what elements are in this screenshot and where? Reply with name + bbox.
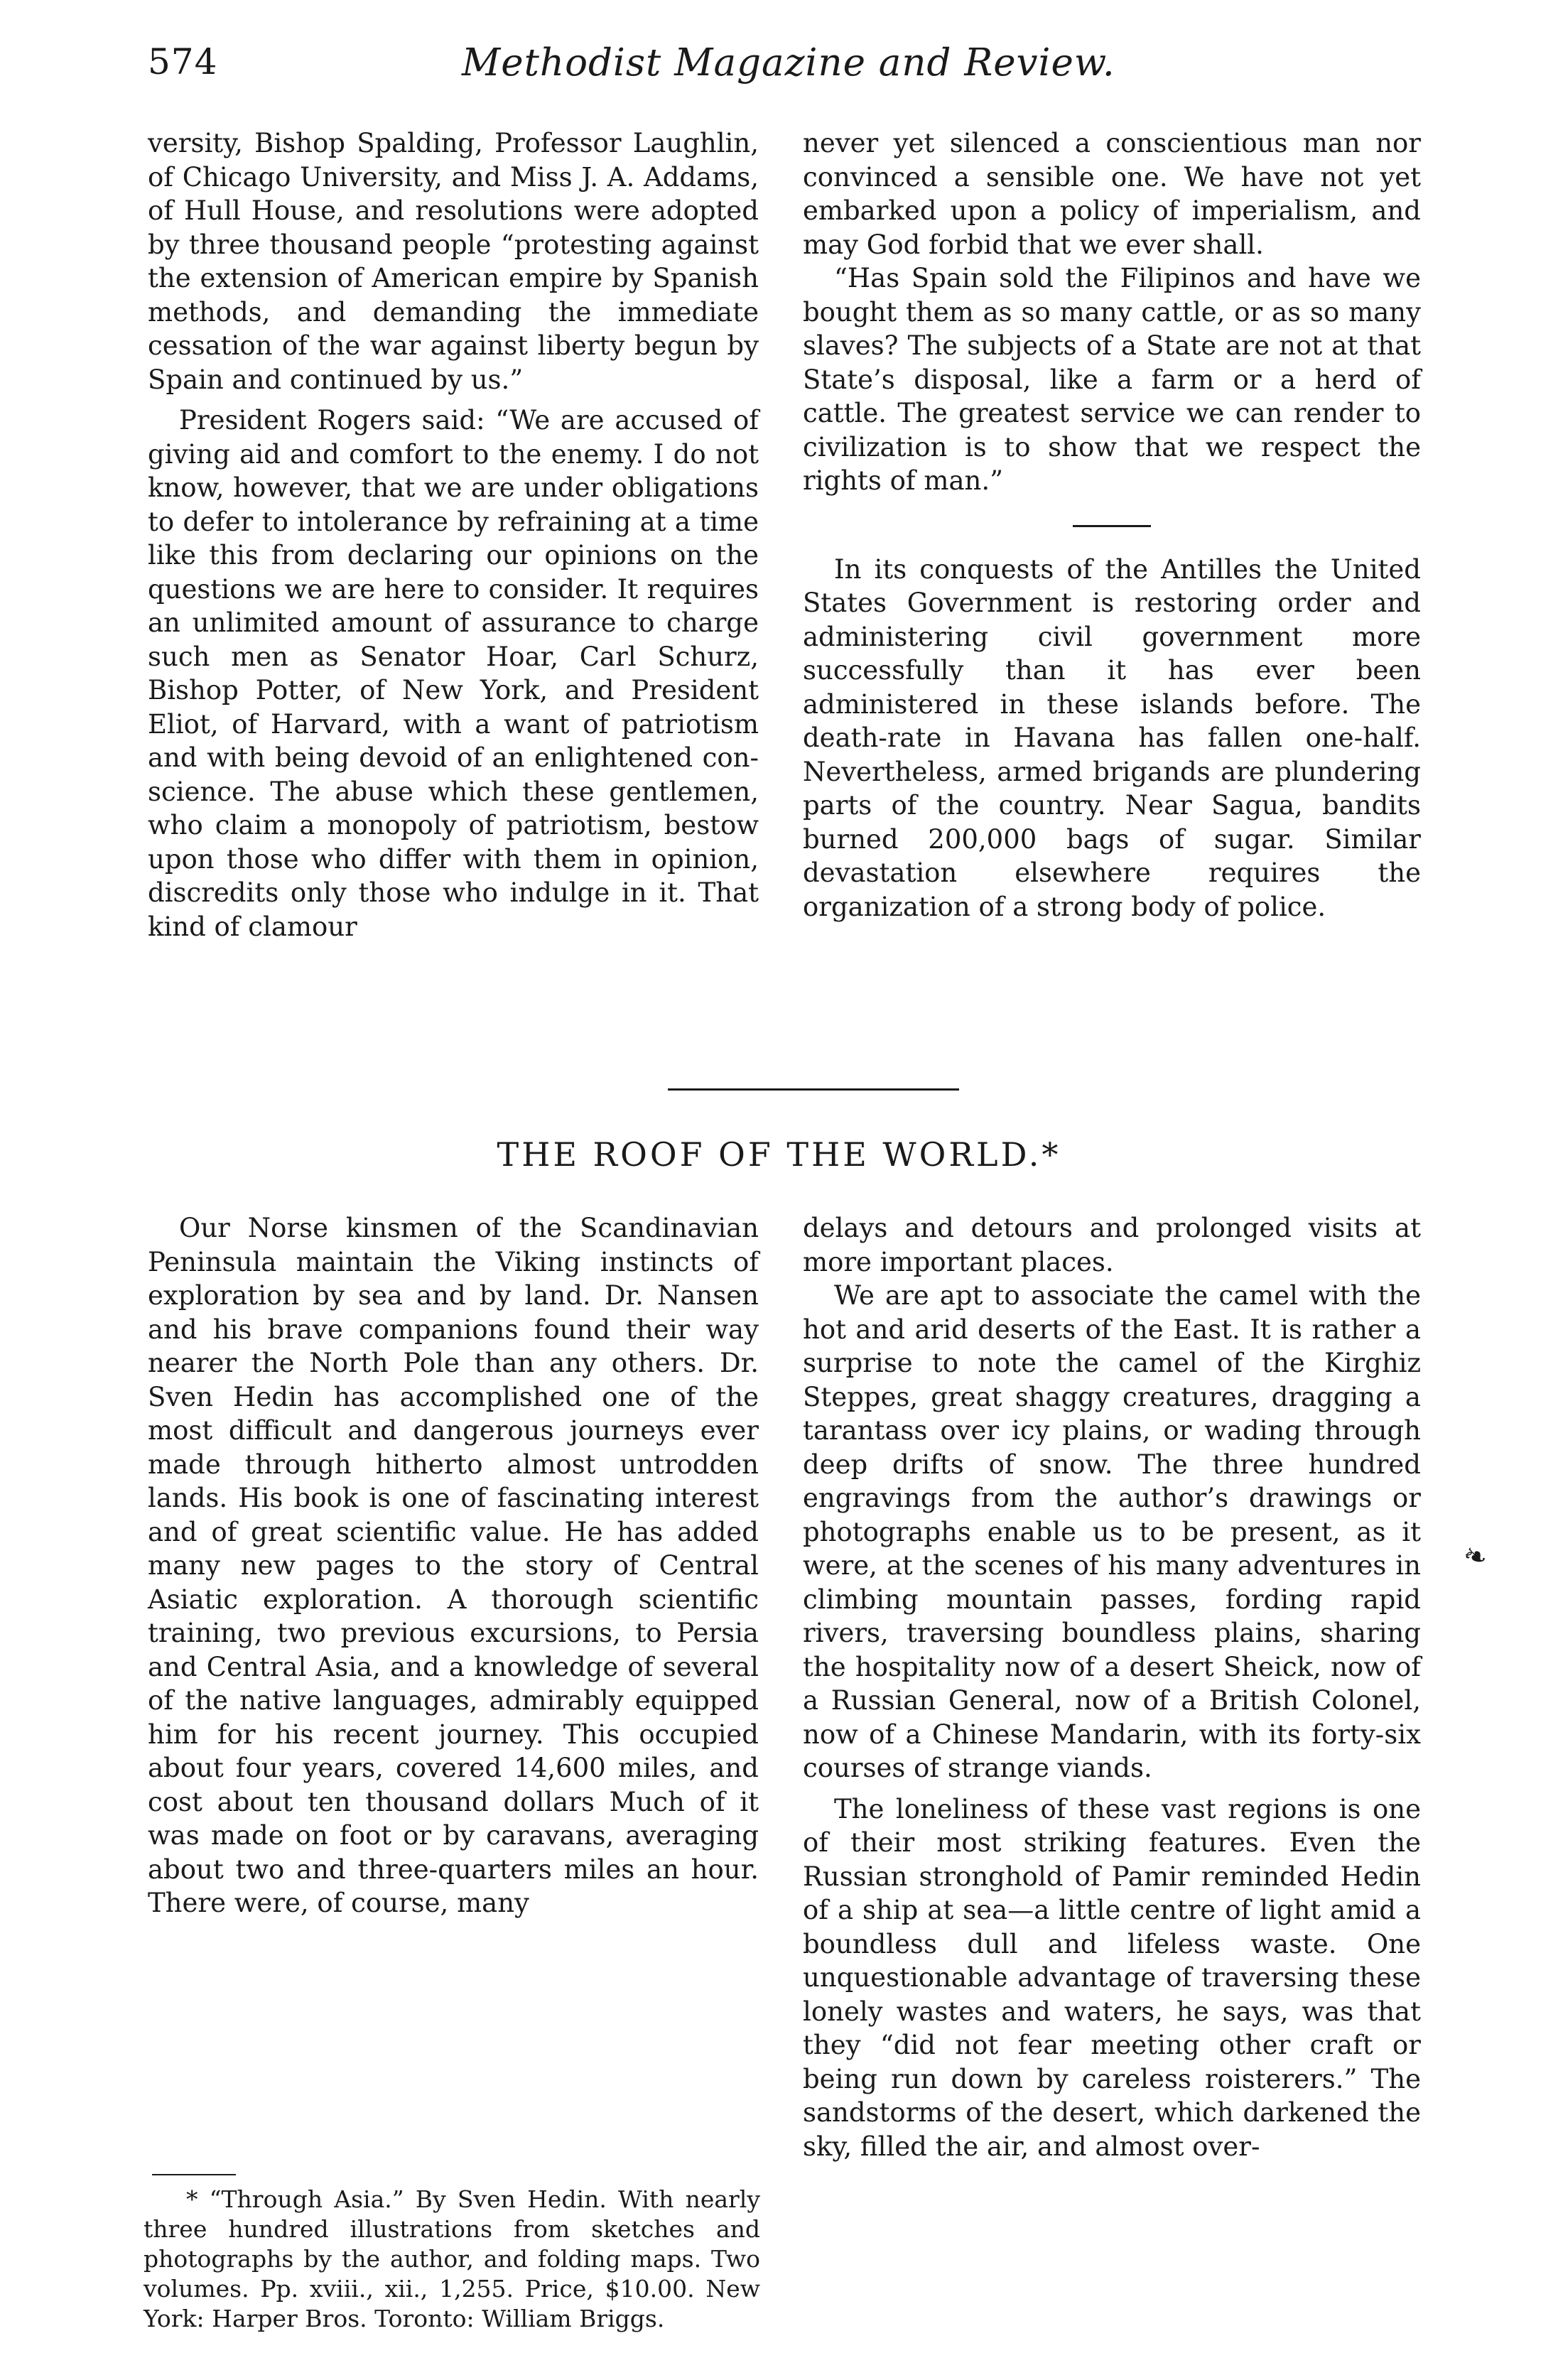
short-rule [1073, 525, 1151, 527]
paragraph: “Has Spain sold the Filipinos and have we bought them as so many cattle, or as so many slaves? The subjects of a State are not at that State’s disposal, like a farm or a herd of cattle. The greatest service we can render to civilization is to show that we respect the rights of man.” [803, 263, 1421, 496]
paragraph: The loneliness of these vast regions is one of their most striking features. Even the Russian stronghold of Pamir reminded Hedin of a ship at sea—a little centre of light amid a boundless dull and lifeless waste. One unquestionable advantage of traversing these lonely wastes and waters, he says, was that they “did not fear meeting other craft or being run down by careless roisterers.” The sandstorms of the desert, which darkened the sky, filled the air, and almost over- [803, 1793, 1421, 2162]
paragraph: In its conquests of the Antilles the United States Government is restoring order and administering civil government more successfully than it has ever been administered in these islands before. The death-rate in Havana has fallen one-half. Nevertheless, armed brigands are plundering parts of the country. Near Sagua, bandits burned 200,000 bags of sugar. Similar devastation elsewhere requires the organization of a strong body of police. [803, 553, 1421, 922]
article-title: THE ROOF OF THE WORLD.* [497, 1135, 1061, 1174]
paragraph: delays and detours and prolonged visits at more important places. [803, 1213, 1421, 1277]
paragraph: We are apt to associate the camel with the hot and arid deserts of the East. It is rather a surprise to note the camel of the Kirghiz Steppes, great shaggy creatures, dragging a tarantass over icy plains, or wading through deep drifts of snow. The three hundred engravings from the author’s drawings or photographs enable us to be present, as it were, at the scenes of his many adventures in climbing mountain passes, fording rapid rivers, traversing boundless plains, sharing the hospitality now of a desert Sheick, now of a Russian General, now of a British Colonel, now of a Chinese Mandarin, with its forty-six courses of strange viands. [803, 1280, 1421, 1783]
paragraph: versity, Bishop Spalding, Professor Laughlin, of Chicago University, and Miss J. A. Addams, of Hull House, and resolutions were adopted by three thousand people “protesting against the extension of American empire by Spanish methods, and demanding the immediate cessation of the war against liberty begun by Spain and continued by us.” [148, 128, 759, 395]
article-left-column [148, 1211, 759, 1920]
top-right-column [803, 126, 1421, 924]
paragraph: never yet silenced a conscientious man nor convinced a sensible one. We have not yet embarked upon a policy of imperialism, and may God forbid that we ever shall. [803, 128, 1421, 260]
paragraph: President Rogers said: “We are accused of giving aid and comfort to the enemy. I do not know, however, that we are under obligations to defer to intolerance by refraining at a time like this from declaring our opinions on the questions we are here to consider. It requires an unlimited amount of assurance to charge such men as Senator Hoar, Carl Schurz, Bishop Potter, of New York, and President Eliot, of Harvard, with a want of patriotism and with being devoid of an enlightened conscience. The abuse which these gentlemen, who claim a monopoly of patriotism, bestow upon those who differ with them in opinion, discredits only those who indulge in it. That kind of clamour [148, 405, 759, 942]
paragraph: Our Norse kinsmen of the Scandinavian Peninsula maintain the Viking instincts of exploration by sea and by land. Dr. Nansen and his brave companions found their way nearer the North Pole than any others. Dr. Sven Hedin has accomplished one of the most difficult and dangerous journeys ever made through hitherto almost untrodden lands. His book is one of fascinating interest and of great scientific value. He has added many new pages to the story of Central Asiatic exploration. A thorough scientific training, two previous excursions, to Persia and Central Asia, and a knowledge of several of the native languages, admirably equipped him for his recent journey. This occupied about four years, covered 14,600 miles, and cost about ten thousand dollars Much of it was made on foot or by caravans, averaging about two and three-quarters miles an hour. There were, of course, many [148, 1213, 759, 1918]
article-right-column [803, 1211, 1421, 2163]
page-number: 574 [148, 41, 218, 82]
footnote-text: * “Through Asia.” By Sven Hedin. With nearly three hundred illustrations from sketches and photographs by the author, and folding maps. Two volumes. Pp. xviii., xii., 1,255. Price, $10.00. New York: Harper Bros. Toronto: William Briggs. [144, 2185, 760, 2332]
ink-smudge-mark: ❧ [1459, 1537, 1492, 1576]
footnote-rule [152, 2174, 236, 2175]
footnote [144, 2185, 760, 2334]
running-head: Methodist Magazine and Review. [462, 41, 1115, 85]
section-divider [668, 1088, 959, 1091]
top-left-column [148, 126, 759, 943]
